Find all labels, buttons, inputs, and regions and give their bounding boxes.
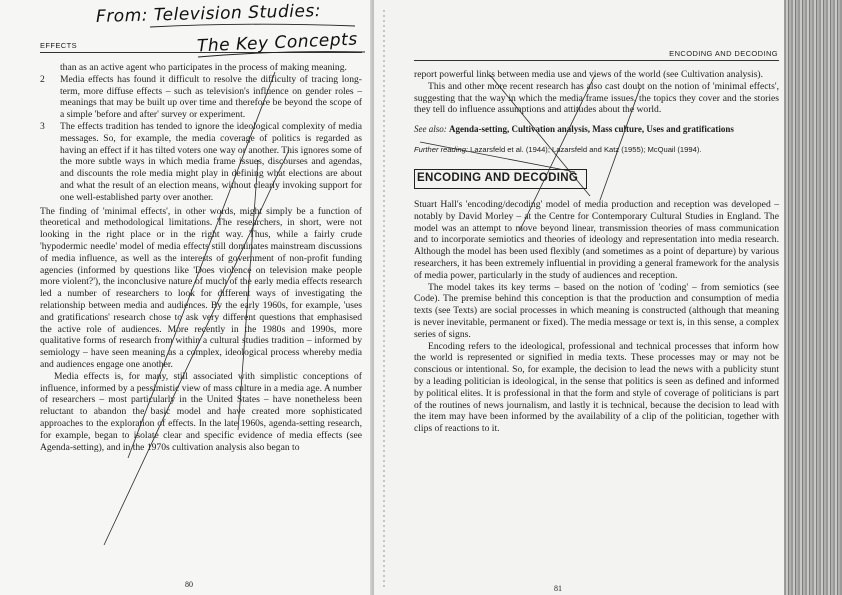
body-paragraph: Encoding refers to the ideological, professional and technical processes that inform how the world is represented or signified in media texts. These processes may or may not be conscious or intentional. So, for example, the decision to lead the news with a publicity stunt by a leading politician is ideological, in the sense that politics is seen as defined and informed by political elites. It is professional in that the form and style of coverage of politicians is part of the routines of news journalism, and lastly it is technical, because the decision to lead with the item may have been informed by the availability of a clip of the politician, together with clips of reactions to it. xyxy=(414,340,779,435)
body-paragraph: Media effects is, for many, still associated with simplistic conceptions of influence, informed by a pessimistic view of mass culture in a media age. A number of researchers – most particularly in the United States – have nonetheless been reluctant to abandon the basic model and have created more sophisticated approaches to the exploration of effects. In the late 1960s, agenda-setting research, for example, began to isolate clear and specific evidence of media effects (see Agenda-setting), and in the 1970s cultivation analysis also began to xyxy=(40,370,362,453)
item-number: 2 xyxy=(40,73,45,85)
further-reading-line xyxy=(414,145,779,155)
body-paragraph: The finding of 'minimal effects', in other words, might simply be a function of theoretical and methodological limitations. The researchers, in short, were not looking in the right place or in the right way. Thus, while a fairly crude 'hypodermic needle' model of media effects still dominates mainstream discussions of media influence, as well as the interests of government of non-profit funding agencies (informed by questions like 'Does violence on television make people more violent?'), the inconclusive nature of much of the early media effects research led a number of researchers to look for different ways of investigating the relationship between media and audiences. By the early 1960s, for example, 'uses and gratifications' research chose to ask very different questions that emphasised the active role of audiences. More recently in the 1980s and 1990s, more qualitative forms of research from within a cultural studies tradition – informed by semiology – have seen meaning as a complex, ideological process whereby media and audiences engage one another. xyxy=(40,205,362,370)
left-page-number: 80 xyxy=(185,580,193,589)
section-body-text xyxy=(414,199,779,435)
body-paragraph: report powerful links between media use and views of the world (see Cultivation analysis). xyxy=(414,69,764,80)
right-header-rule xyxy=(414,60,779,61)
item-text: The effects tradition has tended to ignore the ideological complexity of media messages. So, for example, the media coverage of politics is regarded as having an effect if it has tilted voters one way or another. This ignores some of the more subtle ways in which media frame issues, discourses and agendas, and discounts the role media might play in defining what elections are about and what the result of an election means, without clearly invoking support for one well-established party over another. xyxy=(60,120,362,203)
right-page xyxy=(374,0,784,595)
further-reading-label: Further reading: xyxy=(414,145,469,155)
further-reading-text: Lazarsfeld et al. (1944); Lazarsfeld and Katz (1955); McQuail (1994). xyxy=(470,145,702,155)
right-text-column xyxy=(414,69,779,435)
left-running-head: EFFECTS xyxy=(40,41,77,50)
body-paragraph: This and other more recent research has also cast doubt on the notion of 'minimal effects', suggesting that the way in which the media frame issues, the topics they cover and the stories they tell do influence assumptions and attitudes about the world. xyxy=(414,80,779,116)
right-intro-text xyxy=(414,69,779,116)
handwritten-source-line2: The Key Concepts xyxy=(196,29,359,57)
body-paragraph: The model takes its key terms – based on the notion of 'coding' – from semiotics (see Code). The premise behind this conception is that the production and consumption of media texts (see Texts) are social processes in which meaning is constructed (although that meaning is never inevitable, permanent or fixed). The media message or text is, in this sense, a complex series of signs. xyxy=(414,281,779,340)
numbered-item xyxy=(40,74,362,121)
scan-edge-strip xyxy=(784,0,842,595)
item-text: Media effects has found it difficult to resolve the difficulty of tracing long-term, more diffuse effects – such as television's influence on gender roles – meanings that may be built up over time and therefore be beyond the scope of a simple 'before and after' survey or experiment. xyxy=(60,73,362,121)
section-heading: ENCODING AND DECODING xyxy=(414,169,587,189)
left-text-column xyxy=(40,62,362,453)
handwritten-source-line1: From: Television Studies: xyxy=(95,1,322,27)
see-also-items: Agenda-setting, Cultivation analysis, Mass culture, Uses and gratifications xyxy=(449,124,734,135)
body-paragraph: than as an active agent who participates in the process of making meaning. xyxy=(60,62,347,73)
see-also-line xyxy=(414,124,779,135)
see-also-label: See also: xyxy=(414,124,447,135)
left-page xyxy=(0,0,372,595)
right-running-head: ENCODING AND DECODING xyxy=(669,49,778,58)
numbered-item xyxy=(40,121,362,204)
item-number: 3 xyxy=(40,120,45,132)
body-paragraph: Stuart Hall's 'encoding/decoding' model of media production and reception was developed – notably by David Morley – at the Centre for Contemporary Cultural Studies in England. The model was an attempt to move beyond linear, transmission theories of mass communication and to incorporate semiotics and theories of ideology and representation into media research. Although the model has been used flexibly (and sometimes as a point of departure) by various researchers, it has been extremely influential in providing a general framework for the analysis of media power, particularly in the study of audiences and reception. xyxy=(414,198,779,281)
right-page-number: 81 xyxy=(554,584,562,593)
